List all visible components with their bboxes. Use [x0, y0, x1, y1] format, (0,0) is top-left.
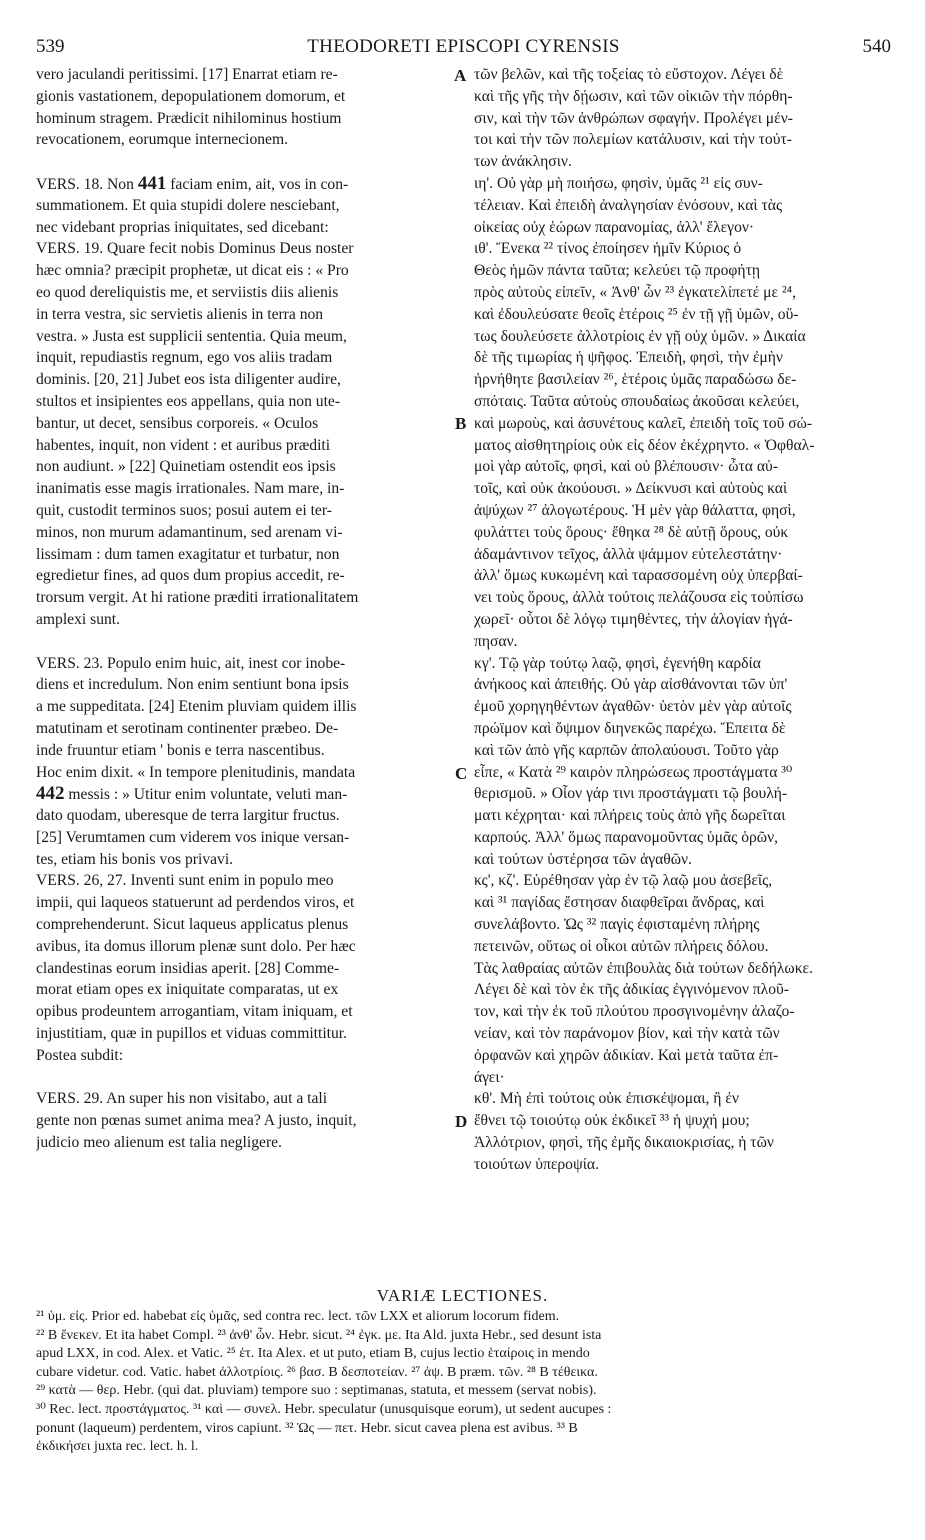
greek-text-line: Τὰς λαθραίας αὐτῶν ἐπιβουλὰς διὰ τούτων δεδήλωκε. — [474, 959, 814, 977]
greek-text-line: δὲ τῆς τιμωρίας ἡ ψῆφος. Ἐπειδὴ, φησὶ, τὴν ἐμὴν — [474, 349, 783, 367]
latin-text-line: dominis. [20, 21] Jubet eos ista diligenter audire, — [36, 371, 341, 389]
greek-text-line: εἶπε, « Κατὰ ²⁹ καιρὸν πληρώσεως προστάγματα ³⁰ — [474, 763, 793, 781]
greek-text-line: Ἀλλότριον, φησὶ, τῆς ἐμῆς δικαιοκρισίας, ἡ τῶν — [474, 1134, 774, 1152]
greek-text-line: καρπούς. Ἀλλ' ὅμως παρανομοῦντας ὑμᾶς ὁρῶν, — [474, 828, 779, 846]
latin-text-line: clandestinas eorum insidias aperit. [28] Comme- — [36, 959, 340, 977]
greek-text-line: καὶ τούτων ὑστέρησα τῶν ἀγαθῶν. — [474, 850, 692, 868]
latin-text-line: summationem. Et quia stupidi dolere nesciebant, — [36, 196, 340, 214]
latin-text-line: eo quod dereliquistis me, et serviistis diis alienis — [36, 283, 339, 301]
variant-note-line: ³⁰ Rec. lect. προστάγματος. ³¹ καὶ — συνελ. Hebr. speculatur (unusquisque eorum), ut sedent aucupes : — [36, 1401, 612, 1417]
latin-text-line: habentes, inquit, non vident : et auribus præditi — [36, 436, 331, 454]
running-title: THEODORETI EPISCOPI CYRENSIS — [307, 36, 620, 57]
latin-text-line: vero jaculandi peritissimi. [17] Enarrat etiam re- — [36, 66, 338, 83]
latin-text-line: injustitiam, quæ in pupillos et viduas committitur. — [36, 1025, 348, 1043]
greek-text-line: Λέγει δὲ καὶ τὸν ἐκ τῆς ἀδικίας ἐγγινόμενον πλοῦ- — [474, 981, 789, 999]
latin-text-line: Hoc enim dixit. « In tempore plenitudinis, mandata — [36, 763, 356, 781]
variae-lectiones-notes — [36, 1308, 894, 1457]
greek-text-line: πησαν. — [474, 632, 518, 650]
latin-text-line: inanimatis esse magis irrationales. Nam mare, in- — [36, 480, 345, 498]
greek-text-line: τοῖς, καὶ οὐκ ἀκούουσι. » Δείκνυσι καὶ αὐτοὺς καὶ — [474, 480, 788, 498]
greek-text-line: καὶ τῆς γῆς τὴν δῄωσιν, καὶ τῶν οἰκιῶν τὴν πόρθη- — [474, 87, 793, 105]
greek-text-line: τοι καὶ τὴν τῶν πολεμίων κατάλυσιν, καὶ τὴν τούτ- — [474, 131, 792, 149]
latin-text-line: Postea subdit: — [36, 1046, 124, 1064]
greek-text-line: τοιούτων ὑπεροψία. — [474, 1155, 600, 1173]
variant-note-line: ponunt (laqueum) perdentem, viros capiunt. ³² Ὡς — πετ. Hebr. sicut cavea plena est avibus. ³³ B — [36, 1420, 578, 1436]
greek-text-line: καὶ τῶν ἀπὸ γῆς καρπῶν ἀπολαύουσι. Τοῦτο γὰρ — [474, 741, 779, 759]
greek-text-line: νει τοὺς ὅρους, ἀλλὰ τούτοις πελάζουσα εἰς τοὐπίσω — [474, 589, 804, 607]
latin-text-line: avibus, ita domus illorum plenæ sunt dolo. Per hæc — [36, 937, 356, 955]
greek-text-line: Θεὸς ἡμῶν πάντα ταῦτα; κελεύει τῷ προφήτῃ — [474, 262, 760, 280]
variant-note-line: ἐκδικήσει juxta rec. lect. h. l. — [36, 1439, 199, 1455]
column-number: 441 — [137, 172, 167, 194]
greek-text-line: κγ'. Τῷ γὰρ τούτῳ λαῷ, φησὶ, ἐγενήθη καρδία — [474, 654, 761, 672]
page-number-left: 539 — [36, 36, 65, 57]
greek-text-line: ὀρφανῶν καὶ χηρῶν ἀδικίαν. Καὶ μετὰ ταῦτα ἐπ- — [474, 1046, 779, 1064]
latin-text-line: opibus prodeuntem arrogantiam, vitam iniquam, et — [36, 1003, 353, 1021]
greek-text-line: ἀλλ' ὅμως κυκωμένη καὶ ταρασσομένη οὐχ ὑπερβαί- — [474, 567, 803, 585]
latin-text-line: egredietur fines, ad quos dum propius accedit, re- — [36, 567, 345, 585]
greek-text-line: τῶν βελῶν, καὶ τῆς τοξείας τὸ εὔστοχον. Λέγει δὲ — [474, 66, 784, 83]
greek-text-line: ἐμοῦ χορηγηθέντων ἀγαθῶν· ὑετὸν μὲν γὰρ αὐτοῖς — [474, 698, 792, 716]
latin-text-line: VERS. 29. An super his non visitabo, aut a tali — [36, 1090, 328, 1108]
variant-note-line: ²² B ἕνεκεν. Et ita habet Compl. ²³ ἀνθ' ὧν. Hebr. sicut. ²⁴ ἐγκ. με. Ita Ald. juxta Hebr., sed desunt ista — [36, 1327, 602, 1343]
greek-text-line: των ἀνάκλησιν. — [474, 153, 572, 171]
greek-text-line: καὶ μωροὺς, καὶ ἀσυνέτους καλεῖ, ἐπειδὴ τοῖς τοῦ σώ- — [474, 414, 813, 432]
latin-text-line: revocationem, eorumque internecionem. — [36, 131, 288, 149]
greek-text-line: ματι κέχρηται· καὶ πλήρεις τοὺς ἀπὸ γῆς δωρεῖται — [474, 807, 786, 825]
greek-text-line: ἀνήκοος καὶ ἀπειθής. Οὐ γὰρ αἰσθάνονται τῶν ὑπ' — [474, 676, 788, 694]
greek-text-line: ἀδαμάντινον τεῖχος, ἀλλὰ ψάμμον εὐτελεστάτην· — [474, 545, 783, 563]
latin-text-line: judicio meo alienum est talia negligere. — [36, 1134, 282, 1152]
greek-text-line: κθ'. Μὴ ἐπὶ τούτοις οὐκ ἐπισκέψομαι, ἢ ἐν — [474, 1090, 739, 1108]
latin-text-line: [25] Verumtamen cum viderem vos inique versan- — [36, 828, 350, 846]
latin-text-line: gente non pœnas sumet anima mea? A justo, inquit, — [36, 1112, 357, 1130]
latin-text-line: trorsum vergit. At hi ratione præditi irrationalitatem — [36, 589, 359, 607]
column-number: 442 — [36, 783, 65, 805]
variant-note-line: cubare videtur. cod. Vatic. habet ἀλλοτρίοις. ²⁶ βασ. B δεσποτείαν. ²⁷ ἀψ. B præm. τῶν. ²⁸ B τέθεικα. — [36, 1364, 598, 1380]
latin-text-line: diens et incredulum. Non enim sentiunt bona ipsis — [36, 676, 349, 694]
greek-text-line: κς', κζ'. Εὑρέθησαν γὰρ ἐν τῷ λαῷ μου ἀσεβεῖς, — [474, 872, 773, 890]
latin-text-line: VERS. 19. Quare fecit nobis Dominus Deus noster — [36, 240, 354, 258]
greek-text-line: τον, καὶ τὴν ἐκ τοῦ πλούτου προσγινομένην ἀλαζο- — [474, 1003, 795, 1021]
latin-text-line — [36, 1067, 448, 1089]
greek-text-line: ἀψύχων ²⁷ ἀλογωτέρους. Ἡ μὲν γὰρ θάλαττα, φησὶ, — [474, 501, 796, 519]
greek-text-line: ἔθνει τῷ τοιούτῳ οὐκ ἐκδικεῖ ³³ ἡ ψυχή μου; — [474, 1112, 750, 1130]
latin-text-line: tes, etiam his bonis vos privavi. — [36, 850, 234, 868]
latin-text-line: nec videbant proprias iniquitates, sed dicebant: — [36, 218, 329, 236]
latin-text-line: gionis vastationem, depopulationem domorum, et — [36, 87, 346, 105]
page-number-right: 540 — [862, 36, 891, 57]
page-header — [36, 36, 891, 62]
greek-text-line: νείαν, καὶ τὸν παράνομον βίον, καὶ τὴν κατὰ τῶν — [474, 1025, 780, 1043]
latin-text-line: dato quodam, uberesque de terra largitur fructus. — [36, 807, 340, 825]
greek-text-line: τέλειαν. Καὶ ἐπειδὴ ἀναλγησίαν ἐνόσουν, καὶ τὰς — [474, 196, 783, 214]
greek-text-line: χωρεῖ· οὗτοι δὲ λόγῳ τιμηθέντες, τὴν ἀλογίαν ἠγά- — [474, 610, 793, 628]
greek-text-line: ἠρνήθητε βασιλείαν ²⁶, ἑτέροις ὑμᾶς παραδώσω δε- — [474, 371, 797, 389]
latin-text-line: in terra vestra, sic servietis alienis in terra non — [36, 305, 324, 323]
latin-text-line: bantur, ut decet, sensibus corporeis. « Oculos — [36, 414, 319, 432]
greek-text-line: πρώϊμον καὶ ὄψιμον διηνεκῶς παρέχω. Ἔπειτα δὲ — [474, 719, 786, 737]
greek-text-line: ιθ'. Ἕνεκα ²² τίνος ἐποίησεν ἡμῖν Κύριος ὁ — [474, 240, 742, 258]
latin-text-line — [36, 631, 448, 653]
greek-text-line: πρὸς αὐτοὺς εἰπεῖν, « Ἀνθ' ὧν ²³ ἐγκατελίπετέ με ²⁴, — [474, 283, 796, 301]
latin-text-line: lissimam : dum tamen exagitatur et turbatur, non — [36, 545, 340, 563]
variant-note-line: apud LXX, in cod. Alex. et Vatic. ²⁵ ἑτ. Ita Alex. et ut puto, etiam B, cujus lectio ἑταίροις in mendo — [36, 1346, 590, 1362]
variae-lectiones-title: VARIÆ LECTIONES. — [376, 1286, 549, 1305]
latin-text-line: matutinam et serotinam continenter præbeo. De- — [36, 719, 339, 737]
latin-text-line: 442 messis : » Utitur enim voluntate, veluti man- — [36, 783, 348, 805]
margin-letter-a: A — [454, 66, 467, 85]
greek-text-line: καὶ ἐδουλεύσατε θεοῖς ἑτέροις ²⁵ ἐν τῇ γῇ ὑμῶν, οὕ- — [474, 305, 799, 323]
latin-text-line: minos, non murum adamantinum, sed arenam vi- — [36, 523, 343, 541]
greek-text-line: σιν, καὶ τὴν τῶν ἀνθρώπων σφαγήν. Προλέγει μέν- — [474, 109, 793, 127]
latin-text-line: quit, custodit terminos suos; posui autem ei ter- — [36, 501, 332, 519]
margin-letter-b: B — [455, 414, 467, 433]
latin-text-line: hominum stragem. Prædicit nihilominus hostium — [36, 109, 342, 127]
latin-text-line: VERS. 18. Non 441 faciam enim, ait, vos in con- — [36, 172, 349, 194]
latin-text-line: VERS. 23. Populo enim huic, ait, inest cor inobe- — [36, 654, 346, 672]
latin-text-line — [36, 151, 448, 173]
greek-text-line: ματος αἰσθητηρίοις οὐκ εἰς δέον ἐκέχρηντο. « Ὀφθαλ- — [474, 436, 815, 454]
greek-text-line: συνελάβοντο. Ὡς ³² παγὶς ἐφισταμένη πλήρης — [474, 916, 760, 934]
latin-text-line: impii, qui laqueos statuerunt ad perdendos viros, et — [36, 894, 355, 912]
greek-text-line: οἰκείας οὐχ ἑώρων παρανομίας, ἀλλ' ἔλεγον· — [474, 218, 755, 236]
greek-text-line: φυλάττει τοὺς ὅρους· ἔθηκα ²⁸ δὲ αὐτῇ ὅρους, οὐκ — [474, 523, 789, 541]
latin-text-line: amplexi sunt. — [36, 610, 121, 628]
greek-text-line: ιη'. Οὐ γὰρ μὴ ποιήσω, φησὶν, ὑμᾶς ²¹ εἰς συν- — [474, 174, 763, 192]
latin-text-line: a me suppeditata. [24] Etenim pluviam quidem illis — [36, 698, 357, 716]
variant-note-line: ²¹ ὑμ. εἰς. Prior ed. habebat εἰς ὑμᾶς, sed contra rec. lect. τῶν LXX et aliorum locorum fidem. — [36, 1309, 560, 1324]
variant-note-line: ²⁹ κατὰ — θερ. Hebr. (qui dat. pluviam) tempore suo : septimanas, statuta, et messem (servat nobis). — [36, 1383, 597, 1399]
latin-text-line: comprehenderunt. Sicut laqueus applicatus plenus — [36, 916, 349, 934]
greek-text-line: σπόταις. Ταῦτα αὐτοὺς σπουδαίως ἀκοῦσαι κελεύει, — [474, 392, 800, 410]
latin-text-line: vestra. » Justa est supplicii sententia. Quia meum, — [36, 327, 347, 345]
greek-column — [474, 64, 892, 1176]
greek-text-line: μοὶ γὰρ αὐτοῖς, φησὶ, καὶ οὐ βλέπουσιν· ὦτα αὐ- — [474, 458, 778, 476]
latin-text-line: morat etiam opes ex iniquitate comparatas, ut ex — [36, 981, 339, 999]
latin-text-line: inquit, repudiastis regnum, ego vos aliis tradam — [36, 349, 333, 367]
margin-letter-c: C — [455, 764, 468, 783]
latin-text-line: stultos et insipientes eos appellans, quia non ute- — [36, 392, 341, 410]
greek-text-line: καὶ ³¹ παγίδας ἔστησαν διαφθεῖραι ἄνδρας, καὶ — [474, 894, 765, 912]
greek-text-line: πετεινῶν, οὕτως οἱ οἶκοι αὐτῶν πλήρεις δόλου. — [474, 937, 769, 955]
latin-text-line: hæc omnia? præcipit prophetæ, ut dicat eis : « Pro — [36, 262, 349, 280]
latin-text-line: VERS. 26, 27. Inventi sunt enim in populo meo — [36, 872, 334, 890]
latin-column — [36, 64, 448, 1154]
margin-letter-d: D — [455, 1112, 468, 1131]
latin-text-line: inde fruuntur etiam ' bonis e terra nascentibus. — [36, 741, 325, 759]
greek-text-line: τως δουλεύσετε ἀλλοτρίοις ἐν γῇ οὐχ ὑμῶν. » Δικαία — [474, 327, 806, 345]
greek-text-line: άγει· — [474, 1068, 505, 1086]
greek-text-line: θερισμοῦ. » Οἷον γάρ τινι προστάγματι τῷ βουλή- — [474, 785, 788, 803]
latin-text-line: non audiunt. » [22] Quinetiam ostendit eos ipsis — [36, 458, 336, 476]
